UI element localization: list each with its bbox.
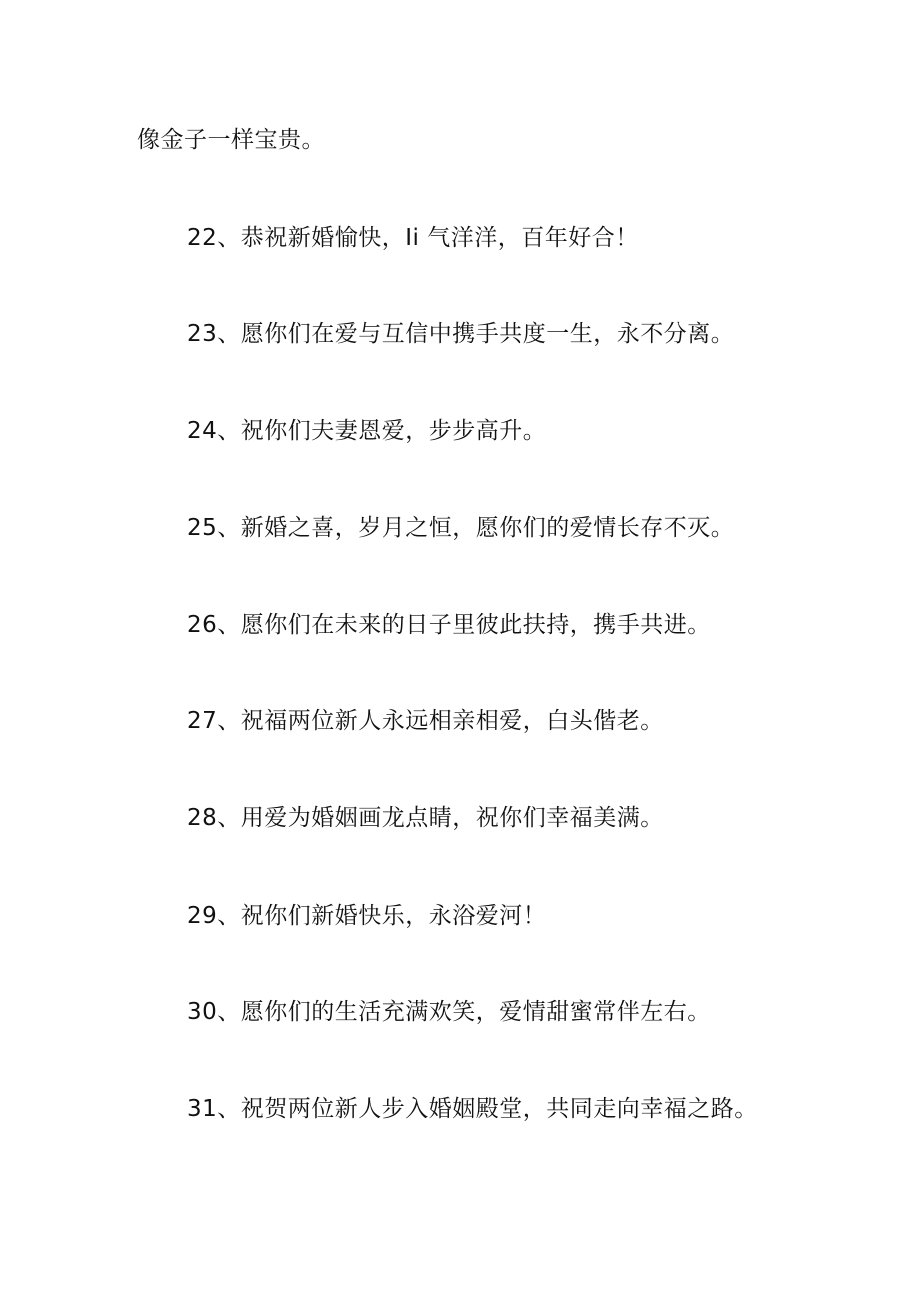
list-item: 27、祝福两位新人永远相亲相爱，白头偕老。 [187, 708, 664, 734]
list-item: 24、祝你们夫妻恩爱，步步高升。 [187, 418, 547, 444]
list-item: 31、祝贺两位新人步入婚姻殿堂，共同走向幸福之路。 [187, 1096, 758, 1122]
list-item: 22、恭祝新婚愉快，Ii 气洋洋，百年好合！ [187, 225, 639, 251]
list-item: 28、用爱为婚姻画龙点睛，祝你们幸福美满。 [187, 805, 664, 831]
list-item: 23、愿你们在爱与互信中携手共度一生，永不分离。 [187, 321, 735, 347]
continuation-text: 像金子一样宝贵。 [137, 127, 325, 153]
list-item: 29、祝你们新婚快乐，永浴爱河！ [187, 903, 547, 929]
list-item: 30、愿你们的生活充满欢笑，爱情甜蜜常伴左右。 [187, 999, 711, 1025]
list-item: 25、新婚之喜，岁月之恒，愿你们的爱情长存不灭。 [187, 515, 735, 541]
list-item: 26、愿你们在未来的日子里彼此扶持，携手共进。 [187, 612, 711, 638]
